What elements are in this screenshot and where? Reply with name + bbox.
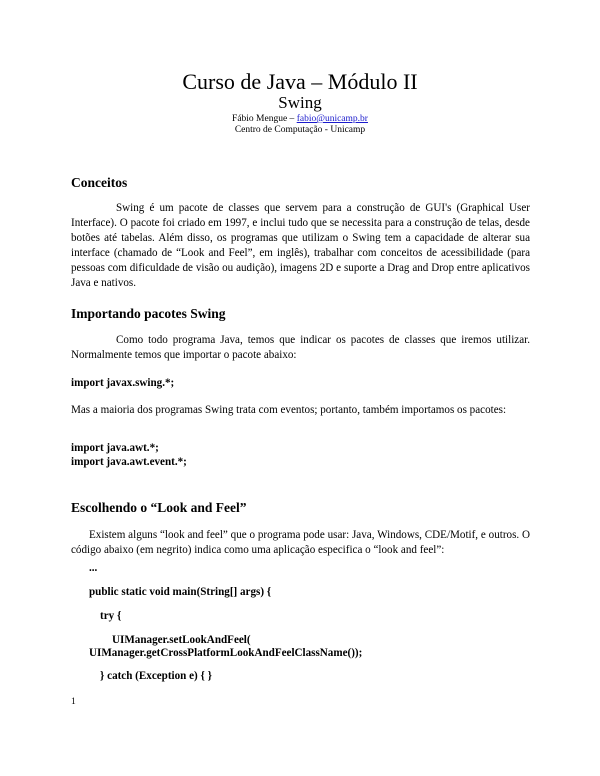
- code-setlookandfeel: UIManager.setLookAndFeel(: [112, 634, 251, 646]
- document-subtitle: Swing: [278, 93, 322, 112]
- code-import-awt: import java.awt.*;: [71, 442, 159, 454]
- paragraph-lookandfeel: Existem alguns “look and feel” que o programa pode usar: Java, Windows, CDE/Motif, e outros. O código abaixo (em negrito) indica como uma aplicação especifica o “look and feel”:: [71, 529, 530, 556]
- heading-importando: Importando pacotes Swing: [71, 306, 226, 321]
- code-catch: } catch (Exception e) { }: [100, 670, 213, 682]
- author-name: Fábio Mengue –: [232, 114, 297, 124]
- paragraph-conceitos: Swing é um pacote de classes que servem para a construção de GUI's (Graphical User Interface). O pacote foi criado em 1997, e inclui tudo que se necessita para a construção de telas, desde botões até tabelas. Além disso, os programas que utilizam o Swing tem a capacidade de alterar sua interface (chamado de “Look and Feel”, em inglês), trabalhar com conceitos de acessibilidade (para pessoas com dificuldade de visão ou audição), imagens 2D e suporte a Drag and Drop entre aplicativos Java e nativos.: [71, 202, 530, 289]
- code-import-swing: import javax.swing.*;: [71, 377, 175, 389]
- institution: Centro de Computação - Unicamp: [234, 125, 366, 135]
- author-email-link[interactable]: fabio@unicamp.br: [296, 114, 368, 124]
- code-import-awt-event: import java.awt.event.*;: [71, 456, 187, 468]
- heading-conceitos: Conceitos: [71, 175, 128, 190]
- code-main-signature: public static void main(String[] args) {: [89, 586, 272, 598]
- heading-lookandfeel: Escolhendo o “Look and Feel”: [71, 500, 247, 515]
- paragraph-importando-2: Mas a maioria dos programas Swing trata com eventos; portanto, também importamos os pacotes:: [71, 404, 507, 416]
- code-try: try {: [100, 610, 122, 622]
- code-crossplatform: UIManager.getCrossPlatformLookAndFeelClassName());: [89, 647, 363, 659]
- code-ellipsis: ...: [89, 562, 98, 574]
- paragraph-importando-1: Como todo programa Java, temos que indicar os pacotes de classes que iremos utilizar. Normalmente temos que importar o pacote abaixo:: [71, 334, 530, 361]
- page-number: 1: [71, 697, 76, 707]
- document-title: Curso de Java – Módulo II: [182, 69, 418, 94]
